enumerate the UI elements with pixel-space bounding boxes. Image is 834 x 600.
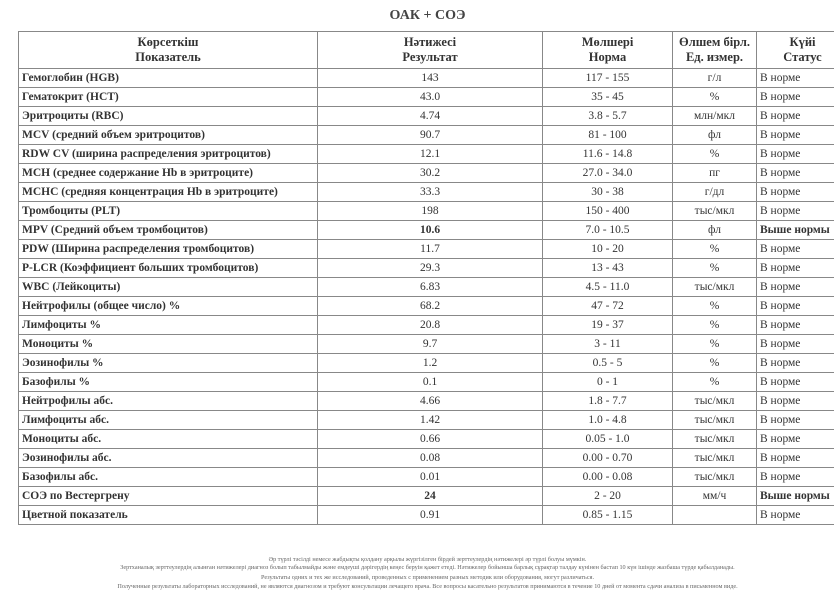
header-status-kz: Күйі xyxy=(789,35,816,49)
row-result: 1.42 xyxy=(318,411,543,430)
row-result: 0.66 xyxy=(318,430,543,449)
row-status: В норме xyxy=(757,183,834,202)
row-status: В норме xyxy=(757,240,834,259)
header-status xyxy=(757,32,834,69)
row-unit: тыс/мкл xyxy=(673,430,757,449)
header-name xyxy=(19,32,318,69)
row-status: В норме xyxy=(757,69,834,88)
row-name: Эозинофилы абс. xyxy=(19,449,318,468)
footer-note: Зертханалық зерттеулердің алынған нәтижелері диагноз болып табылмайды және емдеуші дәрігердің кеңес беруін қажет етеді. Нәтижелер бойынша барлық сұрақтар талдау күнінен бастап 10 күн ішінде жазбаша түрде қабылданады. xyxy=(120,564,735,571)
row-unit xyxy=(673,506,757,525)
row-result: 0.01 xyxy=(318,468,543,487)
row-norm: 13 - 43 xyxy=(543,259,673,278)
row-name: MCV (средний объем эритроцитов) xyxy=(19,126,318,145)
row-status: В норме xyxy=(757,202,834,221)
row-status: В норме xyxy=(757,278,834,297)
row-unit: фл xyxy=(673,221,757,240)
row-name: Гемоглобин (HGB) xyxy=(19,69,318,88)
row-status: В норме xyxy=(757,449,834,468)
row-unit: тыс/мкл xyxy=(673,202,757,221)
row-unit: г/дл xyxy=(673,183,757,202)
row-norm: 19 - 37 xyxy=(543,316,673,335)
row-name: Эритроциты (RBC) xyxy=(19,107,318,126)
row-name: Нейтрофилы (общее число) % xyxy=(19,297,318,316)
row-name: PDW (Ширина распределения тромбоцитов) xyxy=(19,240,318,259)
row-norm: 10 - 20 xyxy=(543,240,673,259)
row-norm: 150 - 400 xyxy=(543,202,673,221)
row-status: В норме xyxy=(757,164,834,183)
row-result: 1.2 xyxy=(318,354,543,373)
table-row xyxy=(19,88,834,107)
row-status: В норме xyxy=(757,373,834,392)
row-name: СОЭ по Вестергрену xyxy=(19,487,318,506)
row-norm: 81 - 100 xyxy=(543,126,673,145)
table-row xyxy=(19,221,834,240)
table-row xyxy=(19,316,834,335)
row-result: 0.1 xyxy=(318,373,543,392)
row-status: Выше нормы xyxy=(757,487,834,506)
table-row xyxy=(19,107,834,126)
row-norm: 0.5 - 5 xyxy=(543,354,673,373)
row-name: Эозинофилы % xyxy=(19,354,318,373)
table-header-row xyxy=(19,32,834,69)
header-norm-kz: Мөлшері xyxy=(581,35,634,49)
header-result-ru: Результат xyxy=(402,50,458,64)
table-row xyxy=(19,449,834,468)
row-result: 9.7 xyxy=(318,335,543,354)
row-unit: % xyxy=(673,316,757,335)
table-row xyxy=(19,202,834,221)
row-unit: % xyxy=(673,297,757,316)
row-status: В норме xyxy=(757,126,834,145)
row-norm: 0 - 1 xyxy=(543,373,673,392)
row-name: Цветной показатель xyxy=(19,506,318,525)
table-row xyxy=(19,297,834,316)
row-status: В норме xyxy=(757,297,834,316)
row-norm: 47 - 72 xyxy=(543,297,673,316)
row-norm: 11.6 - 14.8 xyxy=(543,145,673,164)
row-norm: 0.05 - 1.0 xyxy=(543,430,673,449)
table-row xyxy=(19,145,834,164)
table-row xyxy=(19,430,834,449)
header-norm-ru: Норма xyxy=(588,50,627,64)
footer-note: Результаты одних и тех же исследований, проведенных с применением разных методик или оборудования, могут различаться. xyxy=(260,574,595,581)
table-row xyxy=(19,411,834,430)
row-unit: % xyxy=(673,259,757,278)
row-norm: 7.0 - 10.5 xyxy=(543,221,673,240)
table-row xyxy=(19,392,834,411)
row-result: 43.0 xyxy=(318,88,543,107)
header-unit xyxy=(673,32,757,69)
row-status: В норме xyxy=(757,259,834,278)
row-norm: 27.0 - 34.0 xyxy=(543,164,673,183)
row-name: Нейтрофилы абс. xyxy=(19,392,318,411)
row-name: Базофилы % xyxy=(19,373,318,392)
footer-note: Әр түрлі тәсілді немесе жабдықты қолдану арқылы жүргізілген бірдей зерттеулердің нәтижелері әр түрлі болуы мүмкін. xyxy=(268,556,587,563)
row-norm: 30 - 38 xyxy=(543,183,673,202)
row-result: 12.1 xyxy=(318,145,543,164)
table-row xyxy=(19,259,834,278)
row-unit: мм/ч xyxy=(673,487,757,506)
row-name: Моноциты абс. xyxy=(19,430,318,449)
row-status: В норме xyxy=(757,354,834,373)
row-result: 198 xyxy=(318,202,543,221)
table-row xyxy=(19,69,834,88)
row-name: Базофилы абс. xyxy=(19,468,318,487)
footer-note: Полученные результаты лабораторных исследований, не являются диагнозом и требуют консультации лечащего врача. Все вопросы касательно результатов принимаются в течение 10 дней от момента сдачи анализа в письменном виде. xyxy=(117,583,738,590)
row-unit: тыс/мкл xyxy=(673,449,757,468)
table-row xyxy=(19,240,834,259)
row-unit: тыс/мкл xyxy=(673,392,757,411)
row-norm: 3.8 - 5.7 xyxy=(543,107,673,126)
row-status: В норме xyxy=(757,335,834,354)
row-status: В норме xyxy=(757,506,834,525)
row-name: Лимфоциты абс. xyxy=(19,411,318,430)
row-name: Гематокрит (HCT) xyxy=(19,88,318,107)
row-norm: 0.85 - 1.15 xyxy=(543,506,673,525)
row-unit: % xyxy=(673,373,757,392)
row-name: Моноциты % xyxy=(19,335,318,354)
header-name-ru: Показатель xyxy=(135,50,201,64)
row-result: 0.91 xyxy=(318,506,543,525)
row-unit: % xyxy=(673,88,757,107)
header-unit-kz: Өлшем бірл. xyxy=(679,35,750,49)
row-unit: фл xyxy=(673,126,757,145)
row-result: 90.7 xyxy=(318,126,543,145)
row-status: В норме xyxy=(757,145,834,164)
row-name: Лимфоциты % xyxy=(19,316,318,335)
row-result: 10.6 xyxy=(318,221,543,240)
row-norm: 2 - 20 xyxy=(543,487,673,506)
table-row xyxy=(19,506,834,525)
row-status: В норме xyxy=(757,468,834,487)
table-row xyxy=(19,164,834,183)
row-norm: 4.5 - 11.0 xyxy=(543,278,673,297)
table-row xyxy=(19,183,834,202)
row-unit: % xyxy=(673,354,757,373)
row-unit: % xyxy=(673,335,757,354)
header-result-kz: Нәтижесі xyxy=(403,35,457,49)
row-norm: 1.0 - 4.8 xyxy=(543,411,673,430)
table-row xyxy=(19,468,834,487)
row-unit: % xyxy=(673,145,757,164)
header-name-kz: Көрсеткіш xyxy=(137,35,199,49)
row-result: 33.3 xyxy=(318,183,543,202)
row-norm: 35 - 45 xyxy=(543,88,673,107)
row-result: 30.2 xyxy=(318,164,543,183)
row-unit: пг xyxy=(673,164,757,183)
row-status: В норме xyxy=(757,316,834,335)
row-result: 29.3 xyxy=(318,259,543,278)
row-name: MCHC (средняя концентрация Hb в эритроците) xyxy=(19,183,318,202)
row-name: P-LCR (Коэффициент больших тромбоцитов) xyxy=(19,259,318,278)
row-name: MCH (среднее содержание Hb в эритроците) xyxy=(19,164,318,183)
row-name: RDW CV (ширина распределения эритроцитов) xyxy=(19,145,318,164)
row-unit: тыс/мкл xyxy=(673,411,757,430)
row-norm: 0.00 - 0.08 xyxy=(543,468,673,487)
table-row xyxy=(19,487,834,506)
row-status: В норме xyxy=(757,392,834,411)
header-norm xyxy=(543,32,673,69)
row-result: 0.08 xyxy=(318,449,543,468)
header-unit-ru: Ед. измер. xyxy=(685,50,744,64)
table-row xyxy=(19,126,834,145)
row-result: 6.83 xyxy=(318,278,543,297)
row-result: 143 xyxy=(318,69,543,88)
table-row xyxy=(19,335,834,354)
row-unit: % xyxy=(673,240,757,259)
page-title: ОАК + СОЭ xyxy=(389,8,466,23)
table-row xyxy=(19,354,834,373)
header-result xyxy=(318,32,543,69)
row-status: Выше нормы xyxy=(757,221,834,240)
header-status-ru: Статус xyxy=(783,50,822,64)
row-norm: 117 - 155 xyxy=(543,69,673,88)
row-result: 68.2 xyxy=(318,297,543,316)
row-name: MPV (Средний объем тромбоцитов) xyxy=(19,221,318,240)
results-table xyxy=(18,31,834,525)
row-unit: г/л xyxy=(673,69,757,88)
row-result: 4.74 xyxy=(318,107,543,126)
row-name: Тромбоциты (PLT) xyxy=(19,202,318,221)
row-norm: 3 - 11 xyxy=(543,335,673,354)
table-row xyxy=(19,373,834,392)
row-result: 4.66 xyxy=(318,392,543,411)
row-status: В норме xyxy=(757,88,834,107)
row-norm: 0.00 - 0.70 xyxy=(543,449,673,468)
row-result: 20.8 xyxy=(318,316,543,335)
row-result: 24 xyxy=(318,487,543,506)
row-unit: млн/мкл xyxy=(673,107,757,126)
row-status: В норме xyxy=(757,107,834,126)
row-status: В норме xyxy=(757,430,834,449)
row-status: В норме xyxy=(757,411,834,430)
row-name: WBC (Лейкоциты) xyxy=(19,278,318,297)
row-norm: 1.8 - 7.7 xyxy=(543,392,673,411)
row-unit: тыс/мкл xyxy=(673,278,757,297)
row-result: 11.7 xyxy=(318,240,543,259)
row-unit: тыс/мкл xyxy=(673,468,757,487)
table-row xyxy=(19,278,834,297)
